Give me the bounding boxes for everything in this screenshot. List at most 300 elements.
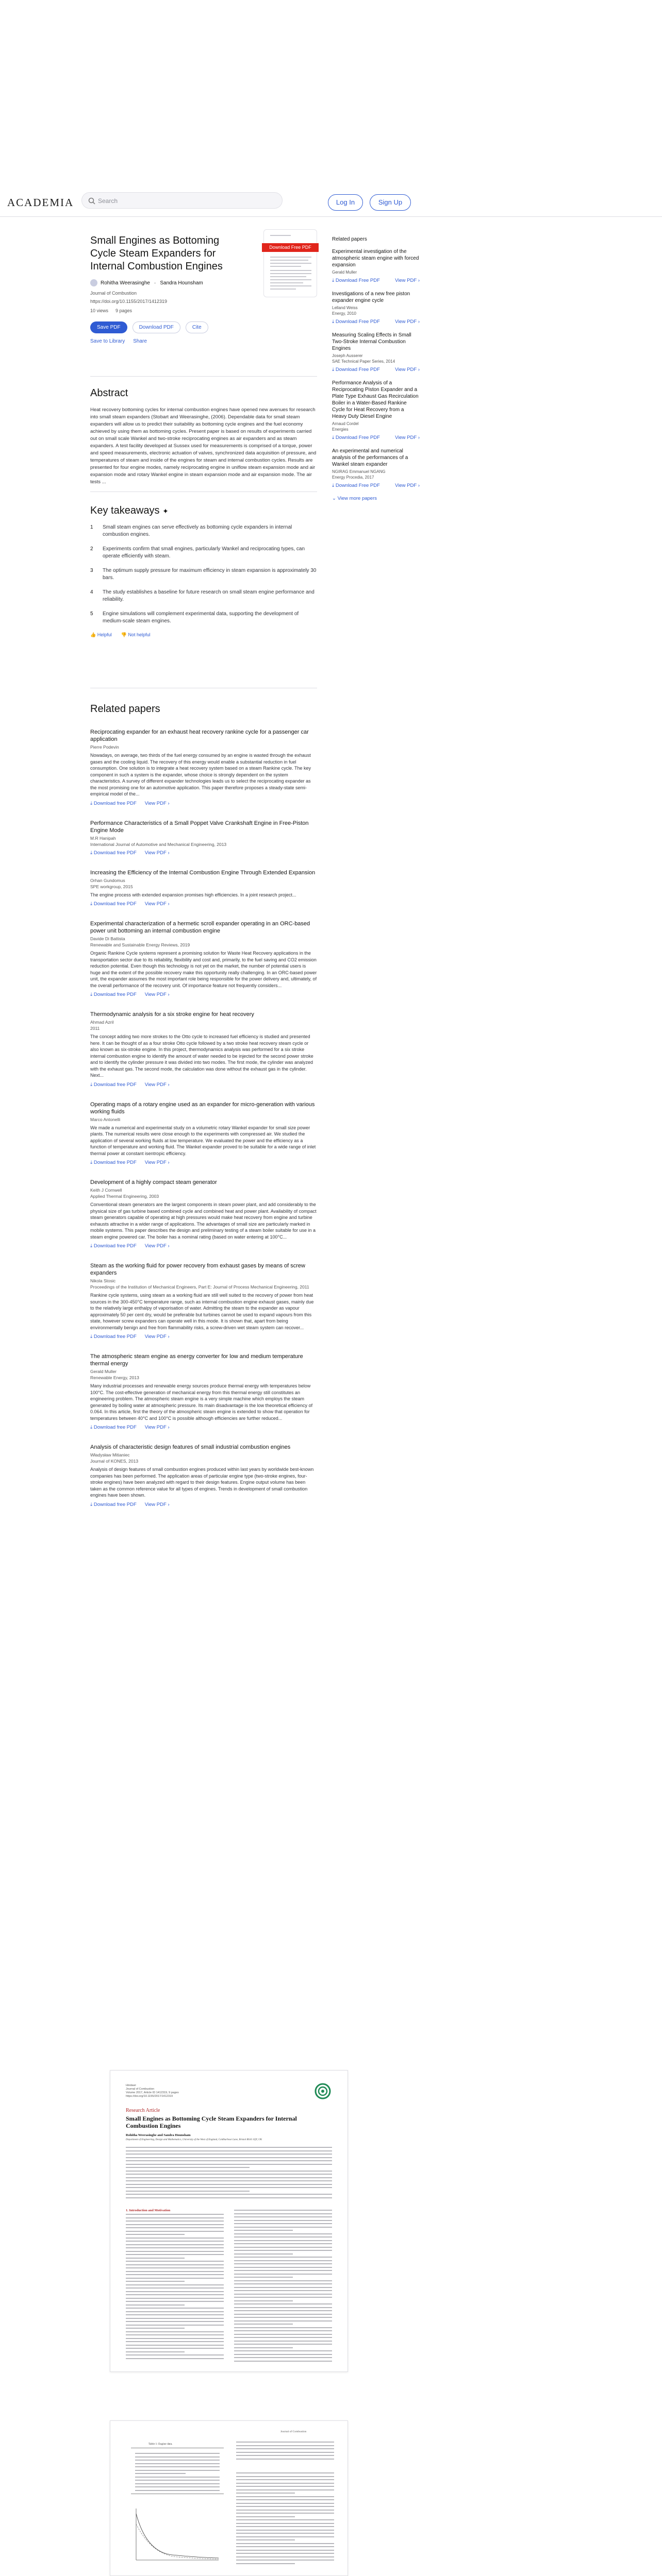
pdf-text-line <box>135 2473 186 2474</box>
related-paper-links <box>90 901 317 907</box>
view-pdf-link[interactable] <box>145 1334 170 1340</box>
pdf-text-line <box>234 2317 332 2318</box>
download-icon: ⤓ <box>332 435 335 440</box>
pdf-text-line <box>236 2493 295 2494</box>
view-pdf-link[interactable] <box>145 901 170 907</box>
related-paper-author[interactable]: Władysław Mitianiec <box>90 1452 130 1458</box>
related-paper-links <box>90 1160 317 1165</box>
download-label: Download Free PDF <box>335 483 380 488</box>
pdf-text-line <box>234 2334 332 2335</box>
pdf-text-line <box>126 2334 224 2335</box>
related-paper-journal: Applied Thermal Engineering, 2003 <box>90 1194 159 1199</box>
view-pdf-link[interactable] <box>145 1425 170 1430</box>
paper-actions <box>90 321 317 333</box>
download-free-pdf-link[interactable] <box>90 992 137 997</box>
related-paper-title[interactable]: Analysis of characteristic design features of small industrial combustion engines <box>90 1444 291 1450</box>
pdf-text-line <box>126 2318 224 2319</box>
key-takeaways-section <box>90 505 317 638</box>
divider <box>90 376 317 377</box>
related-paper-description: Conventional steam generators are the largest components in steam power plant, and add considerably to the physical size of gas turbine based combined cycle and combined heat and power plant. Availability of compact steam generators capable of operating at high pressures would make heat recovery from engine and turbine exhausts attractive in a wider range of applications. The advantages of small size are particularly marked in mobile systems. This paper describes the design and preliminary testing of a steam boiler suitable for use in a steam engine powered car. The boiler has a nominal rating (based on water entering at 100°C... <box>90 1202 317 1240</box>
sidebar-paper-item <box>332 448 420 488</box>
pdf-text-line <box>234 2250 332 2251</box>
pdf-text-line <box>234 2257 332 2258</box>
pdf-text-line <box>126 2174 332 2175</box>
related-paper-journal: International Journal of Automotive and Mechanical Engineering, 2013 <box>90 841 227 847</box>
download-icon: ⤓ <box>90 1425 93 1430</box>
download-label: Download free PDF <box>93 1243 137 1249</box>
search-icon <box>88 197 96 205</box>
download-free-pdf-thumb-button[interactable]: Download Free PDF <box>262 243 319 252</box>
related-paper-title[interactable]: Increasing the Efficiency of the Internal Combustion Engine Through Extended Expansion <box>90 869 316 876</box>
download-free-pdf-link[interactable] <box>90 1243 137 1249</box>
related-paper-links <box>90 1502 317 1507</box>
related-paper-author[interactable]: Orhan Gundomus <box>90 877 125 883</box>
takeaway-number: 1 <box>90 524 93 530</box>
pdf-text-line <box>236 2499 334 2500</box>
pdf-text-line <box>135 2490 220 2491</box>
view-pdf-link[interactable] <box>395 319 420 325</box>
pdf-text-line <box>234 2354 332 2355</box>
view-pdf-label: View PDF <box>144 992 167 997</box>
download-label: Download free PDF <box>93 850 137 856</box>
pdf-text-line <box>234 2294 332 2295</box>
related-paper-title[interactable]: Thermodynamic analysis for a six stroke engine for heat recovery <box>90 1011 254 1018</box>
download-icon: ⤓ <box>332 278 335 283</box>
chevron-right-icon: › <box>168 992 170 997</box>
hindawi-logo-icon <box>315 2083 331 2099</box>
pdf-text-line <box>236 2519 334 2520</box>
download-label: Download Free PDF <box>335 435 380 440</box>
related-paper-author[interactable]: M.R Hanipah <box>90 835 116 841</box>
pdf-text-line <box>126 2281 185 2282</box>
pdf-title: Small Engines as Bottoming Cycle Steam Expanders for Internal Combustion Engines <box>126 2115 297 2129</box>
thumb-line <box>270 285 311 286</box>
related-paper-item <box>90 1101 317 1166</box>
pdf-text-line <box>126 2345 224 2346</box>
download-label: Download free PDF <box>93 901 137 907</box>
pdf-text-line <box>126 2251 224 2252</box>
sidebar-paper-author[interactable]: Gerald Muller <box>332 270 357 275</box>
pdf-text-line <box>126 2217 224 2218</box>
related-paper-journal: Proceedings of the Institution of Mechanical Engineers, Part E: Journal of Process Mechanical Engineering, 2011 <box>90 1284 309 1290</box>
pdf-text-line <box>236 2448 334 2449</box>
takeaway-item <box>90 524 317 538</box>
not-helpful-button[interactable] <box>121 632 151 638</box>
takeaway-text: Experiments confirm that small engines, particularly Wankel and reciprocating types, can operate efficiently with steam. <box>103 546 305 559</box>
pdf-text-line <box>126 2331 224 2332</box>
views-count: 10 views <box>90 308 109 313</box>
pdf-text-line <box>126 2238 224 2239</box>
pdf-text-line <box>135 2486 220 2487</box>
download-free-pdf-link[interactable] <box>332 278 380 283</box>
doi-link[interactable]: https://doi.org/10.1155/2017/1412319 <box>90 299 167 304</box>
download-label: Download free PDF <box>93 800 137 806</box>
save-to-library-button[interactable]: Save to Library <box>90 338 125 344</box>
pdf-text-line <box>126 2354 224 2355</box>
view-pdf-link[interactable] <box>145 1082 170 1088</box>
pdf-text-line <box>234 2324 293 2325</box>
pdf-text-line <box>126 2298 224 2299</box>
pdf-authors: Rohitha Weerasinghe and Sandra Hounsham <box>126 2133 191 2137</box>
pdf-text-line <box>234 2230 293 2231</box>
thumb-line <box>270 260 308 261</box>
pdf-text-line <box>126 2291 224 2292</box>
pdf-text-line <box>234 2233 332 2234</box>
pdf-text-line <box>234 2247 332 2248</box>
pdf-text-line <box>236 2546 334 2547</box>
related-paper-title[interactable]: Development of a highly compact steam generator <box>90 1179 217 1185</box>
thumb-line <box>270 263 311 264</box>
pdf-text-line <box>126 2187 332 2188</box>
pdf-text-line <box>234 2320 332 2321</box>
view-pdf-label: View PDF <box>395 483 417 488</box>
cite-button[interactable]: Cite <box>186 321 208 333</box>
related-paper-author[interactable]: Nikola Stosic <box>90 1278 116 1283</box>
thumb-line <box>270 276 306 277</box>
download-label: Download free PDF <box>93 1334 137 1340</box>
related-paper-links <box>90 1334 317 1340</box>
download-free-pdf-link[interactable] <box>90 1082 137 1088</box>
sidebar-paper-title[interactable]: Experimental investigation of the atmospheric steam engine with forced expansion <box>332 249 419 268</box>
pdf-text-line <box>126 2325 224 2326</box>
sidebar-paper-title[interactable]: Measuring Scaling Effects in Small Two-Stroke Internal Combustion Engines <box>332 332 411 351</box>
sidebar-paper-title[interactable]: Performance Analysis of a Reciprocating Piston Expander and a Plate Type Exhaust Gas Recirculation Boiler in a Water-Based Rankine Cycle for Heat Recovery from a Heavy Duty Diesel Engine <box>332 380 419 419</box>
download-icon: ⤓ <box>332 319 335 325</box>
related-paper-title[interactable]: The atmospheric steam engine as energy converter for low and medium temperature thermal energy <box>90 1353 303 1367</box>
pdf-text-line <box>135 2483 220 2484</box>
pdf-text-line <box>234 2213 332 2214</box>
view-pdf-link[interactable] <box>145 1502 170 1507</box>
download-label: Download free PDF <box>93 992 137 997</box>
pdf-text-line <box>234 2253 293 2255</box>
sidebar-paper-links <box>332 435 420 440</box>
pdf-publisher-line: Hindawi <box>126 2084 136 2087</box>
pdf-text-line <box>126 2147 332 2148</box>
takeaway-number: 3 <box>90 568 93 573</box>
pdf-text-line <box>135 2470 220 2471</box>
related-paper-title[interactable]: Performance Characteristics of a Small Poppet Valve Crankshaft Engine in Free-Piston Engine Mode <box>90 820 309 834</box>
sparkle-icon: ✦ <box>162 507 169 515</box>
view-pdf-link[interactable] <box>145 801 170 806</box>
download-free-pdf-link[interactable] <box>90 1160 137 1165</box>
download-free-pdf-link[interactable] <box>90 1425 137 1430</box>
download-label: Download Free PDF <box>335 319 380 325</box>
paper-meta <box>90 308 317 313</box>
related-paper-item <box>90 869 317 907</box>
view-pdf-label: View PDF <box>395 319 417 325</box>
pdf-text-line <box>236 2445 334 2446</box>
pdf-text-line <box>126 2167 250 2168</box>
chevron-right-icon: › <box>168 901 170 907</box>
pdf-text-line <box>126 2311 224 2312</box>
pdf-text-line <box>126 2231 224 2232</box>
pdf-text-line <box>234 2290 332 2291</box>
view-pdf-link[interactable] <box>395 278 420 283</box>
download-free-pdf-link[interactable] <box>90 1334 137 1340</box>
takeaway-number: 2 <box>90 546 93 552</box>
view-more-papers-link[interactable]: ⌄ View more papers <box>332 496 377 501</box>
pdf-text-line <box>135 2453 220 2454</box>
related-paper-links <box>90 1243 317 1249</box>
pdf-text-line <box>234 2347 293 2348</box>
pdf-text-line <box>126 2221 224 2222</box>
related-paper-author[interactable]: Pierre Podevin <box>90 744 119 750</box>
view-pdf-label: View PDF <box>395 367 417 372</box>
download-free-pdf-link[interactable] <box>332 483 380 488</box>
pdf-text-line <box>236 2513 334 2514</box>
related-paper-title[interactable]: Operating maps of a rotary engine used as an expander for micro-generation with various working fluids <box>90 1101 315 1115</box>
download-free-pdf-link[interactable] <box>332 319 380 325</box>
view-pdf-label: View PDF <box>144 1081 167 1088</box>
pdf-page-2 <box>110 2420 348 2576</box>
view-pdf-label: View PDF <box>144 901 167 907</box>
view-pdf-label: View PDF <box>144 1243 167 1249</box>
sidebar-paper-author[interactable]: Joseph Ausserer <box>332 353 363 358</box>
pdf-text-line <box>234 2220 332 2221</box>
related-paper-item <box>90 1011 317 1088</box>
related-paper-item <box>90 1444 317 1507</box>
pdf-text-line <box>126 2358 224 2359</box>
pdf-text-line <box>234 2227 332 2228</box>
sidebar-paper-title[interactable]: Investigations of a new free piston expander engine cycle <box>332 291 410 303</box>
pdf-publisher-line: https://doi.org/10.1155/2017/1412319 <box>126 2095 173 2098</box>
related-paper-description: The engine process with extended expansion promises high efficiencies. In a joint research project... <box>90 892 296 897</box>
pdf-text-line <box>126 2321 224 2322</box>
sidebar-paper-links <box>332 483 420 488</box>
related-paper-author[interactable]: Marco Antonelli <box>90 1116 121 1122</box>
takeaway-text: Small steam engines can serve effectively as bottoming cycle expanders in internal combustion engines. <box>103 524 292 537</box>
view-pdf-link[interactable] <box>395 367 420 372</box>
pdf-text-line <box>236 2526 334 2527</box>
download-free-pdf-link[interactable] <box>332 435 380 440</box>
pdf-page-1 <box>110 2070 348 2372</box>
sidebar-paper-author[interactable]: NGIRAG Emmanuel NGANG <box>332 469 386 474</box>
pdf-text-line <box>126 2194 332 2195</box>
sidebar-paper-author[interactable]: Lelland Weiss <box>332 306 358 310</box>
download-free-pdf-link[interactable] <box>90 801 137 806</box>
view-pdf-link[interactable] <box>395 435 420 440</box>
takeaway-item <box>90 546 317 560</box>
pdf-text-line <box>234 2300 293 2301</box>
pdf-text-line <box>236 2489 334 2490</box>
related-paper-item <box>90 1353 317 1430</box>
pdf-text-line <box>126 2164 332 2165</box>
download-free-pdf-link[interactable] <box>332 367 380 372</box>
download-icon: ⤓ <box>332 483 335 488</box>
chevron-right-icon: › <box>168 1425 170 1430</box>
download-free-pdf-link[interactable] <box>90 1502 137 1507</box>
pdf-text-line <box>126 2278 224 2279</box>
related-paper-author[interactable]: Davide Di Battista <box>90 936 125 941</box>
thumb-line <box>270 270 311 271</box>
download-pdf-button[interactable]: Download PDF <box>133 321 180 333</box>
pdf-text-line <box>234 2330 332 2331</box>
download-icon: ⤓ <box>332 367 335 372</box>
related-paper-description: Organic Rankine Cycle systems represent a promising solution for Waste Heat Recovery applications in the transportation sector due to its reliability, flexibility and cost and, primarily, to the fuel saving and CO2 emission reduction potential. Even though this technology is not yet on the market, the number of potential users is huge and the extent of the possible recovery make this opportunity really challenging. In an ORC-based power unit, the expander assumes the most important role being responsible for the power delivery and, ultimately, of the overall performance of the recovery unit. Of importance feature not frequently considers... <box>90 951 317 988</box>
pdf-text-line <box>126 2258 185 2259</box>
pdf-text-line <box>135 2460 220 2461</box>
pdf-text-line <box>234 2350 332 2351</box>
view-pdf-label: View PDF <box>144 850 167 856</box>
related-paper-author[interactable]: Gerald Muller <box>90 1369 117 1374</box>
pdf-article-type: Research Article <box>126 2108 160 2113</box>
sidebar-paper-links <box>332 278 420 283</box>
download-label: Download free PDF <box>93 1160 137 1165</box>
pdf-table-title: Table 1: Engine data. <box>148 2443 173 2446</box>
view-pdf-link[interactable] <box>145 850 170 856</box>
author-link-1[interactable]: Rohitha Weerasinghe <box>101 280 150 286</box>
download-free-pdf-link[interactable] <box>90 850 137 856</box>
related-paper-title[interactable]: Reciprocating expander for an exhaust heat recovery rankine cycle for a passenger car application <box>90 729 309 742</box>
view-pdf-link[interactable] <box>395 483 420 488</box>
pdf-text-line <box>234 2274 332 2275</box>
download-icon: ⤓ <box>90 850 93 856</box>
sidebar-paper-title[interactable]: An experimental and numerical analysis of the performances of a Wankel steam expander <box>332 448 408 467</box>
related-paper-description: Analysis of design features of small combustion engines produced within last years by worldwide best-known companies has been performed. The application areas of particular engine type (two-stroke engines, four-stroke engines) have been analyzed with regard to their design features. Engine output volume has been taken as the common reference value for all types of engines. Trends in development of small combustion engines have been shown. <box>90 1467 314 1498</box>
pdf-text-line <box>126 2271 224 2272</box>
view-pdf-label: View PDF <box>395 435 417 440</box>
sidebar-list <box>332 248 420 488</box>
view-pdf-label: View PDF <box>395 278 417 283</box>
feedback-row <box>90 632 317 638</box>
related-paper-links <box>90 992 317 997</box>
share-button[interactable]: Share <box>133 338 147 344</box>
download-free-pdf-link[interactable] <box>90 901 137 907</box>
takeaway-item <box>90 611 317 625</box>
download-icon: ⤓ <box>90 1081 93 1088</box>
related-paper-title[interactable]: Experimental characterization of a hermetic scroll expander operating in an ORC-based power unit bottoming an internal combustion engine <box>90 921 310 934</box>
pdf-text-line <box>236 2442 334 2443</box>
related-paper-links <box>90 1082 317 1088</box>
pdf-text-line <box>126 2338 224 2339</box>
pdf-text-line <box>126 2191 250 2192</box>
related-paper-item <box>90 1262 317 1340</box>
not-helpful-label: Not helpful <box>128 632 151 637</box>
pdf-text-line <box>135 2466 220 2467</box>
related-paper-description: Many industrial processes and renewable energy sources produce thermal energy with temperatures below 100°C. The cost-effective generation of mechanical energy from this thermal energy still constitutes an engineering problem. The atmospheric steam engine is a very simple machine which employs the steam generated by boiling water at atmospheric pressure. Its main disadvantage is the low theoretical efficiency of 0.064. In this article, first the theory of the atmospheric steam engine is extended to show that operation for temperatures between 40°C and 100°C is possible although efficiencies are further reduced... <box>90 1383 313 1421</box>
pdf-text-line <box>126 2247 224 2248</box>
secondary-actions <box>90 338 317 344</box>
academia-logo[interactable]: ACADEMIA <box>7 196 74 209</box>
pdf-text-line <box>135 2477 220 2478</box>
view-pdf-link[interactable] <box>145 1243 170 1249</box>
related-paper-author[interactable]: Ahmad Azril <box>90 1020 114 1025</box>
pdf-text-line <box>234 2314 332 2315</box>
chevron-right-icon: › <box>418 278 420 283</box>
pages-count: 9 pages <box>115 308 133 313</box>
pdf-text-line <box>234 2240 332 2241</box>
pdf-text-line <box>126 2254 224 2255</box>
pdf-text-line <box>234 2243 332 2244</box>
chevron-right-icon: › <box>418 483 420 488</box>
pdf-text-line <box>236 2560 334 2561</box>
pdf-text-line <box>234 2260 332 2261</box>
related-papers-section <box>90 703 317 1507</box>
download-icon: ⤓ <box>90 1501 93 1507</box>
view-pdf-label: View PDF <box>144 1160 167 1165</box>
related-paper-item <box>90 728 317 806</box>
pdf-text-line <box>126 2351 185 2352</box>
related-paper-description: Rankine cycle systems, using steam as a working fluid are still well suited to the recovery of power from heat sources in the 300-450°C temperature range, such as internal combustion engine exhaust gases, mainly due to the relatively large enthalpy of vaporisation of water. Admitting the steam to the expander as vapour approximately 50 per cent dry, would be preferable but turbines cannot be used to expand vapours from this state, however screw expanders can operate well in this mode. It is shown that, apart from being environmentally benign and free from flammability risks, a screw-driven wet steam system can recover... <box>90 1293 314 1330</box>
takeaways-heading-text: Key takeaways <box>90 505 160 516</box>
pdf-publisher-block <box>126 2084 179 2098</box>
helpful-button[interactable] <box>90 632 112 638</box>
pdf-text-line <box>236 2539 295 2540</box>
related-paper-links <box>90 801 317 806</box>
sign-up-button[interactable]: Sign Up <box>370 194 411 211</box>
pdf-text-line <box>126 2287 224 2289</box>
pdf-text-line <box>236 2476 334 2477</box>
pdf-text-line <box>126 2154 332 2155</box>
save-pdf-button[interactable]: Save PDF <box>90 321 127 333</box>
pdf-text-line <box>236 2510 334 2511</box>
pdf-text-line <box>126 2224 224 2225</box>
view-pdf-link[interactable] <box>145 992 170 997</box>
chevron-right-icon: › <box>168 850 170 856</box>
related-paper-item <box>90 1179 317 1249</box>
related-paper-title[interactable]: Steam as the working fluid for power recovery from exhaust gases by means of screw expanders <box>90 1263 305 1276</box>
thumb-line <box>270 279 311 280</box>
sidebar-paper-links <box>332 319 420 325</box>
related-paper-item <box>90 920 317 997</box>
pdf-text-line <box>126 2214 224 2215</box>
related-paper-description: We made a numerical and experimental study on a volumetric rotary Wankel expander for small size power plants. The numerical results were close enough to the experiments with compressed air. We studied the application of several working fluids at low temperature. We evaluated the power and the efficiency as a function of temperature and working fluid. The Wankel expander proved to be suitable for a wide range of inlet thermal power at constant isentropic efficiency. <box>90 1125 316 1156</box>
chevron-right-icon: › <box>168 800 170 806</box>
thumbs-down-icon: 👎 <box>121 632 127 637</box>
download-label: Download free PDF <box>93 1501 137 1507</box>
pdf-text-line <box>236 2550 334 2551</box>
helpful-label: Helpful <box>97 632 112 637</box>
pdf-text-line <box>126 2264 224 2265</box>
sidebar-paper-author[interactable]: Arnaud Cordel <box>332 421 359 426</box>
sidebar-paper-item <box>332 291 420 325</box>
pdf-text-line <box>236 2486 334 2487</box>
related-paper-item <box>90 820 317 856</box>
sidebar-paper-journal: Energies <box>332 427 349 432</box>
pdf-text-line <box>126 2301 224 2302</box>
author-link-2[interactable]: Sandra Hounsham <box>160 280 203 286</box>
pdf-text-line <box>126 2227 224 2228</box>
related-heading: Related papers <box>90 703 160 715</box>
pdf-text-line <box>234 2223 332 2224</box>
pdf-text-line <box>126 2234 185 2235</box>
pdf-thumbnail[interactable] <box>263 229 317 297</box>
pdf-text-line <box>234 2307 332 2308</box>
pdf-text-line <box>236 2455 334 2456</box>
view-pdf-link[interactable] <box>145 1160 170 1165</box>
pdf-text-line <box>234 2341 332 2342</box>
pdf-text-line <box>126 2180 332 2181</box>
sidebar-paper-journal: SAE Technical Paper Series, 2014 <box>332 359 395 364</box>
pdf-text-line <box>236 2496 334 2497</box>
abstract-section <box>90 387 317 486</box>
pdf-affiliation: Department of Engineering, Design and Mathematics, University of the West of England, Coldharbour Lane, Bristol BS16 1QY, UK <box>126 2139 262 2141</box>
related-paper-author[interactable]: Keith J Cornwell <box>90 1188 122 1193</box>
download-label: Download Free PDF <box>335 278 380 283</box>
pdf-text-line <box>234 2303 332 2304</box>
search-placeholder: Search <box>98 197 118 205</box>
log-in-button[interactable]: Log In <box>328 194 363 211</box>
pdf-text-line <box>126 2304 185 2306</box>
pdf-text-line <box>234 2344 332 2345</box>
chevron-right-icon: › <box>418 435 420 440</box>
pdf-text-line <box>126 2177 332 2178</box>
sidebar-related <box>332 236 420 501</box>
thumb-line <box>270 273 311 274</box>
search-input[interactable] <box>81 192 283 209</box>
download-icon: ⤓ <box>90 901 93 907</box>
pdf-text-line <box>234 2297 332 2298</box>
